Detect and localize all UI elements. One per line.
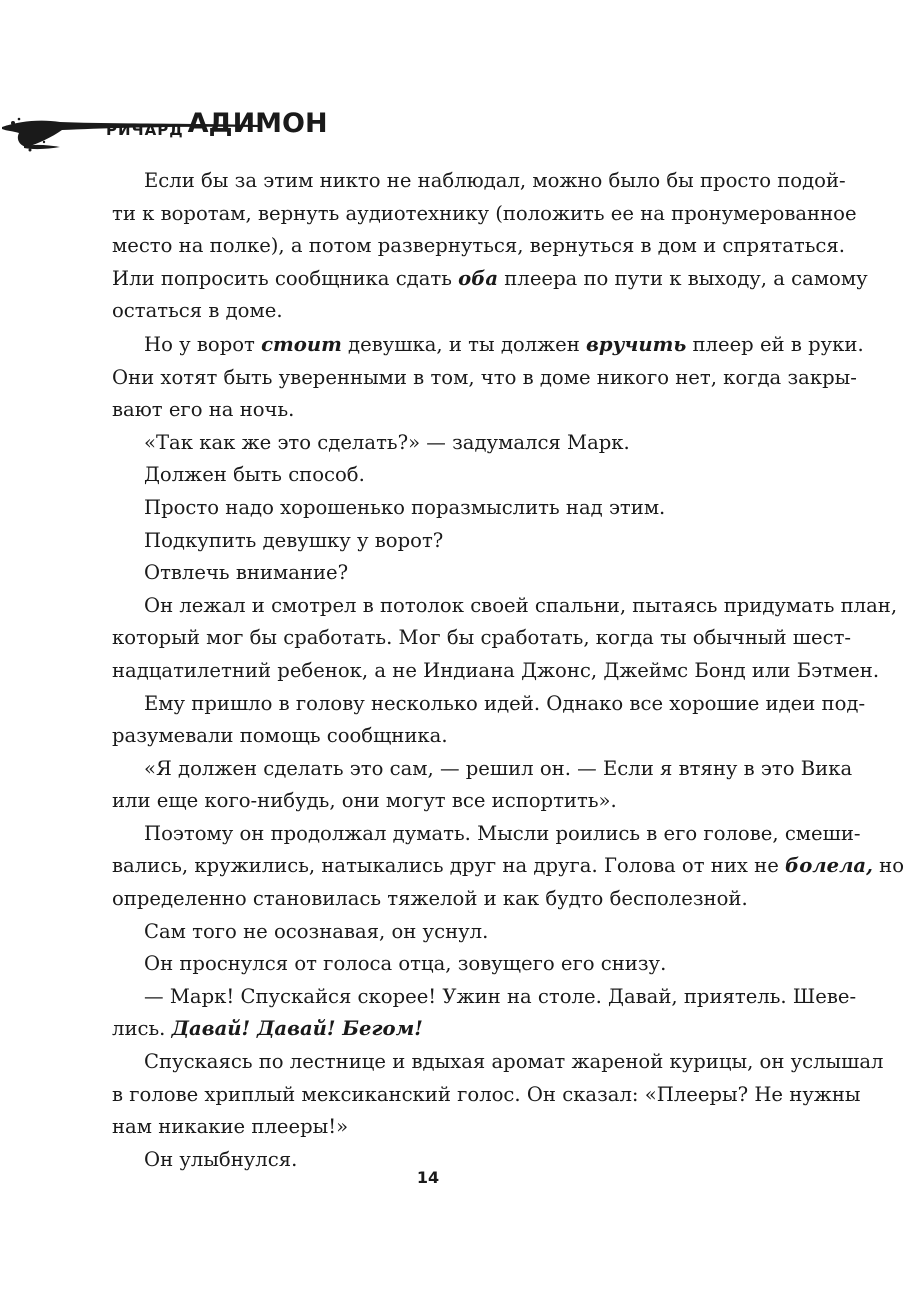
text-line: Сам того не осознавая, он уснул. [144,919,489,943]
text-line: Они хотят быть уверенными в том, что в доме никого нет, когда закры- [112,365,857,389]
text-line: который мог бы сработать. Мог бы сработать, когда ты обычный шест- [112,626,852,650]
text-line: Спускаясь по лестнице и вдыхая аромат жареной курицы, он услышал [144,1050,884,1074]
emphasis: оба [458,266,499,290]
text-line: Должен быть способ. [144,463,365,487]
page-number: 14 [416,1168,440,1187]
author-first-name: РИЧАРД [106,121,184,139]
text-line: нам никакие плееры!» [112,1115,349,1139]
text-line: в голове хриплый мексиканский голос. Он сказал: «Плееры? Не нужны [112,1082,861,1106]
text-line: Он улыбнулся. [144,1147,298,1171]
text-line: — Марк! Спускайся скорее! Ужин на столе. Давай, приятель. Шеве- [144,984,857,1008]
text-line: ти к воротам, вернуть аудиотехнику (положить ее на пронумерованное [112,201,857,225]
text-line: Просто надо хорошенько поразмыслить над этим. [144,495,666,519]
text-line: надцатилетний ребенок, а не Индиана Джонс, Джеймс Бонд или Бэтмен. [112,658,880,682]
text-line: Но у ворот стоит девушка, и ты должен вручить плеер ей в руки. [144,332,864,356]
text-line: Поэтому он продолжал думать. Мысли роились в его голове, смеши- [144,821,861,845]
emphasis: вручить [586,332,687,356]
text-line: вают его на ночь. [112,398,295,422]
emphasis: Давай! Давай! Бегом! [171,1017,423,1041]
text-line: Если бы за этим никто не наблюдал, можно было бы просто подой- [144,169,846,192]
running-header [0,100,856,160]
text-line: Отвлечь внимание? [144,561,349,585]
text-line: место на полке), а потом развернуться, вернуться в дом и спрятаться. [112,234,845,258]
text-line: Подкупить девушку у ворот? [144,528,444,552]
emphasis: болела, [785,854,873,878]
text-line: «Так как же это сделать?» — задумался Марк. [144,430,630,454]
text-line: разумевали помощь сообщника. [112,724,448,748]
text-line: вались, кружились, натыкались друг на друга. Голова от них не болела, но [112,854,904,878]
text-line: лись. Давай! Давай! Бегом! [112,1017,423,1041]
text-line: или еще кого-нибудь, они могут все испортить». [112,789,617,813]
text-line: «Я должен сделать это сам, — решил он. — Если я втяну в это Вика [144,756,853,780]
text-line: Он проснулся от голоса отца, зовущего его снизу. [144,952,667,976]
text-line: остаться в доме. [112,299,283,323]
body-text [112,165,904,1176]
author-last-name: АДИМОН [187,108,328,139]
text-line: Он лежал и смотрел в потолок своей спальни, пытаясь придумать план, [144,593,898,617]
text-line: определенно становилась тяжелой и как будто бесполезной. [112,887,748,911]
text-line: Или попросить сообщника сдать оба плеера по пути к выходу, а самому [112,266,868,290]
text-line: Ему пришло в голову несколько идей. Однако все хорошие идеи под- [144,691,866,715]
emphasis: стоит [261,332,342,356]
author-name [106,108,328,139]
